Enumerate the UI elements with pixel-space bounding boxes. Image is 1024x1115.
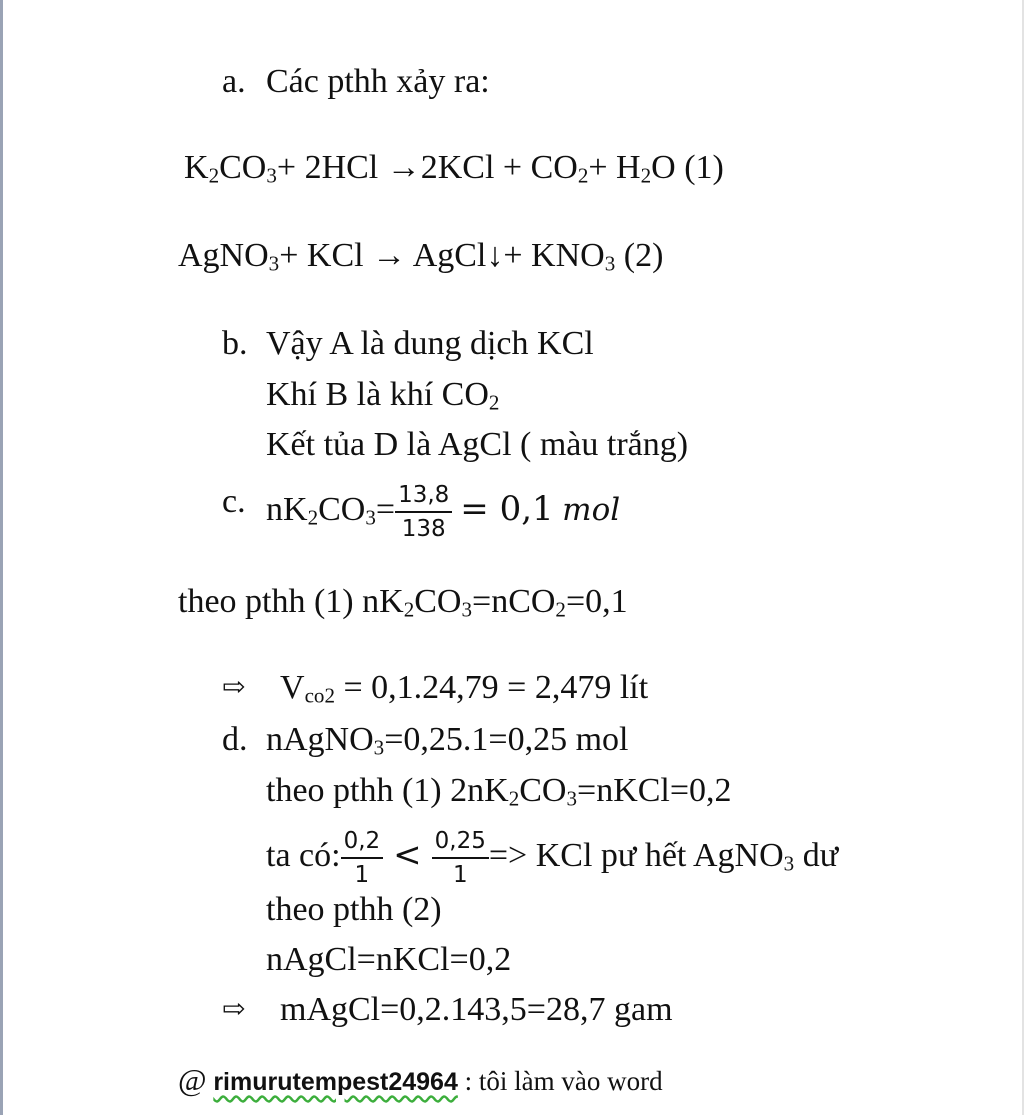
- list-marker-a: a.: [222, 63, 246, 100]
- list-marker-b: b.: [222, 325, 248, 362]
- heading-equations: Các pthh xảy ra:: [266, 63, 490, 100]
- line-volume-co2: $V_{co2} = 0,1.24,79 = 2,479$ lít: [280, 669, 649, 708]
- implies-arrow-icon: ⇨: [222, 994, 246, 1025]
- line-mass-agcl: mAgCl=0,2.143,5=28,7 gam: [280, 991, 673, 1028]
- line-precipitate-d: Kết tủa D là AgCl ( màu trắng): [266, 426, 689, 463]
- username-link[interactable]: rimurutempest24964: [213, 1068, 458, 1096]
- page-left-border: [0, 0, 3, 1115]
- line-by-equation-2: theo pthh (2): [266, 891, 442, 928]
- line-moles-kcl: theo pthh (1) $2nK_2CO_3=nKCl=0,2$: [266, 772, 732, 811]
- line-moles-agcl: nAgCl=nKCl=0,2: [266, 941, 512, 978]
- fraction-agno3-ratio: $\frac{0,25}{1}$: [432, 828, 489, 888]
- fraction-kcl-ratio: $\frac{0,2}{1}$: [341, 828, 384, 888]
- equation-2: AgNO$_3$+ KCl → AgCl↓+ $KNO_3$ (2): [178, 237, 664, 276]
- line-moles-agno3: nAgNO$_3$=0,25.1=0,25 mol: [266, 721, 629, 760]
- line-solution-a: Vậy A là dung dịch KCl: [266, 325, 594, 362]
- at-sign: @: [178, 1062, 207, 1097]
- line-comparison: ta có: $\frac{0,2}{1}$ < $\frac{0,25}{1}$ => KCl pư hết AgNO$_3$ dư: [266, 828, 839, 888]
- implies-arrow-icon: ⇨: [222, 672, 246, 703]
- list-marker-c: c.: [222, 483, 246, 520]
- line-moles-k2co3: $nK_2CO_3=$ $\frac{13,8}{138}$ = 0,1 mol: [266, 482, 621, 542]
- line-gas-b: Khí B là khí $CO_2$: [266, 376, 500, 415]
- fraction-mass-over-molar: $\frac{13,8}{138}$: [395, 482, 452, 542]
- line-by-equation-1: theo pthh (1) $nK_2CO_3=nCO_2=0,1$: [178, 583, 628, 622]
- author-note: @ rimurutempest24964 : tôi làm vào word: [178, 1062, 663, 1097]
- equation-1: $K_2CO_3+ 2HCl \to 2KCl + CO_2+ H_2O$ (1): [184, 149, 724, 188]
- list-marker-d: d.: [222, 721, 248, 758]
